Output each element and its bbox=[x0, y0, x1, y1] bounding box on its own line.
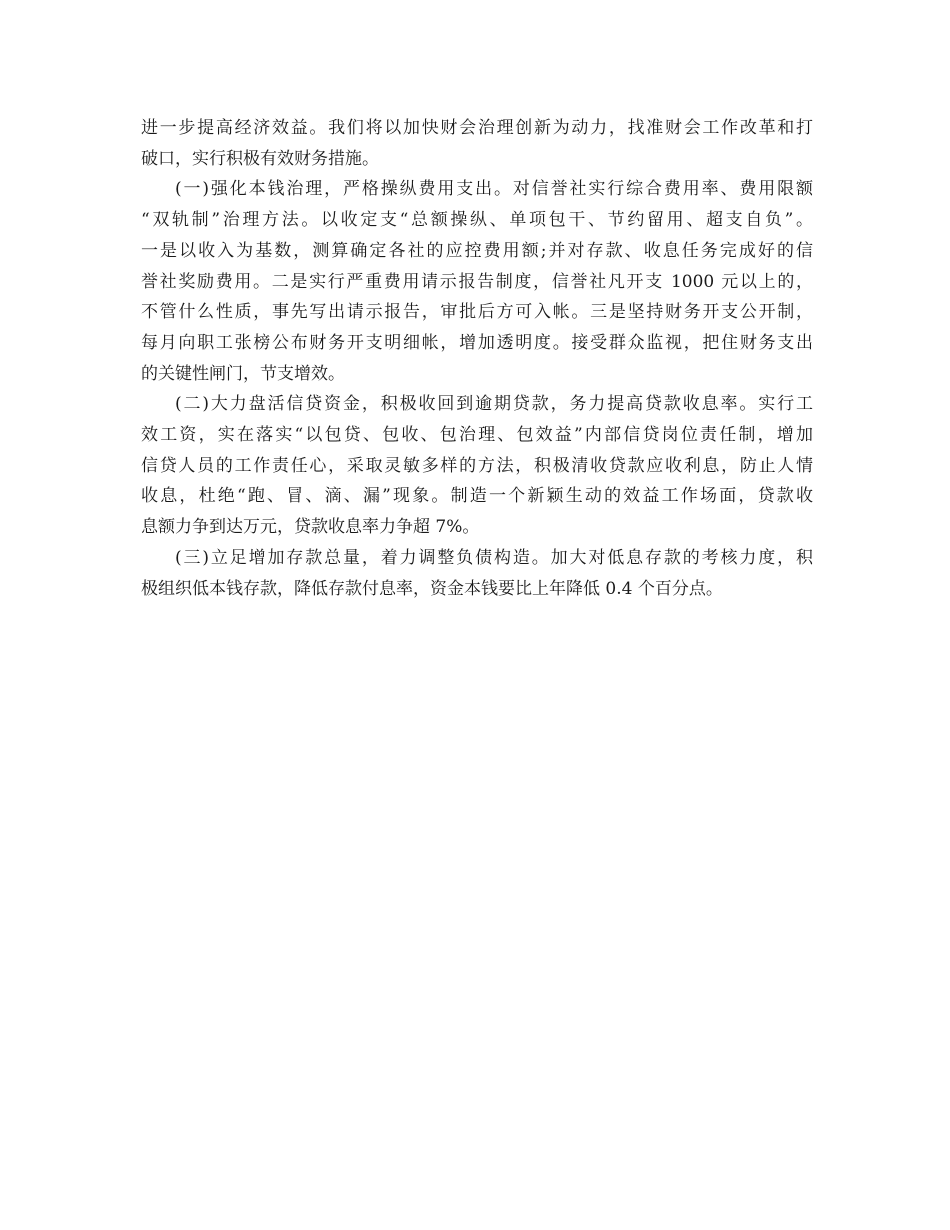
text-line: 不管什么性质，事先写出请示报告，审批后方可入帐。三是坚持财务开支公开制， bbox=[141, 302, 813, 323]
text-line: 每月向职工张榜公布财务开支明细帐，增加透明度。接受群众监视，把住财务支出 bbox=[141, 332, 813, 353]
text-line: 破口，实行积极有效财务措施。 bbox=[141, 148, 379, 169]
text-line: 信贷人员的工作责任心，采取灵敏多样的方法，积极清收贷款应收利息，防止人情 bbox=[141, 455, 813, 476]
text-line: 誉社奖励费用。二是实行严重费用请示报告制度，信誉社凡开支 1000 元以上的， bbox=[141, 271, 813, 292]
text-line: 进一步提高经济效益。我们将以加快财会治理创新为动力，找准财会工作改革和打 bbox=[141, 118, 813, 138]
text-line: 极组织低本钱存款，降低存款付息率，资金本钱要比上年降低 0.4 个百分点。 bbox=[141, 578, 723, 599]
text-line: 效工资，实在落实“以包贷、包收、包治理、包效益”内部信贷岗位责任制，增加 bbox=[141, 425, 813, 446]
text-line: (三)立足增加存款总量，着力调整负债构造。加大对低息存款的考核力度，积 bbox=[175, 547, 813, 568]
document-body bbox=[141, 113, 813, 604]
text-line: (一)强化本钱治理，严格操纵费用支出。对信誉社实行综合费用率、费用限额 bbox=[175, 179, 813, 200]
text-line: 收息，杜绝“跑、冒、滴、漏”现象。制造一个新颖生动的效益工作场面，贷款收 bbox=[141, 486, 813, 507]
text-line: “双轨制”治理方法。以收定支“总额操纵、单项包干、节约留用、超支自负”。 bbox=[141, 210, 813, 231]
paragraph-section-1 bbox=[141, 174, 813, 389]
text-line: 一是以收入为基数，测算确定各社的应控费用额;并对存款、收息任务完成好的信 bbox=[141, 240, 813, 261]
paragraph-section-3 bbox=[141, 543, 813, 604]
text-line: 的关键性闸门，节支增效。 bbox=[141, 363, 345, 384]
text-line: 息额力争到达万元，贷款收息率力争超 7%。 bbox=[141, 517, 480, 538]
paragraph-section-2 bbox=[141, 389, 813, 543]
paragraph-intro bbox=[141, 113, 813, 174]
text-line: (二)大力盘活信贷资金，积极收回到逾期贷款，务力提高贷款收息率。实行工 bbox=[175, 394, 813, 415]
